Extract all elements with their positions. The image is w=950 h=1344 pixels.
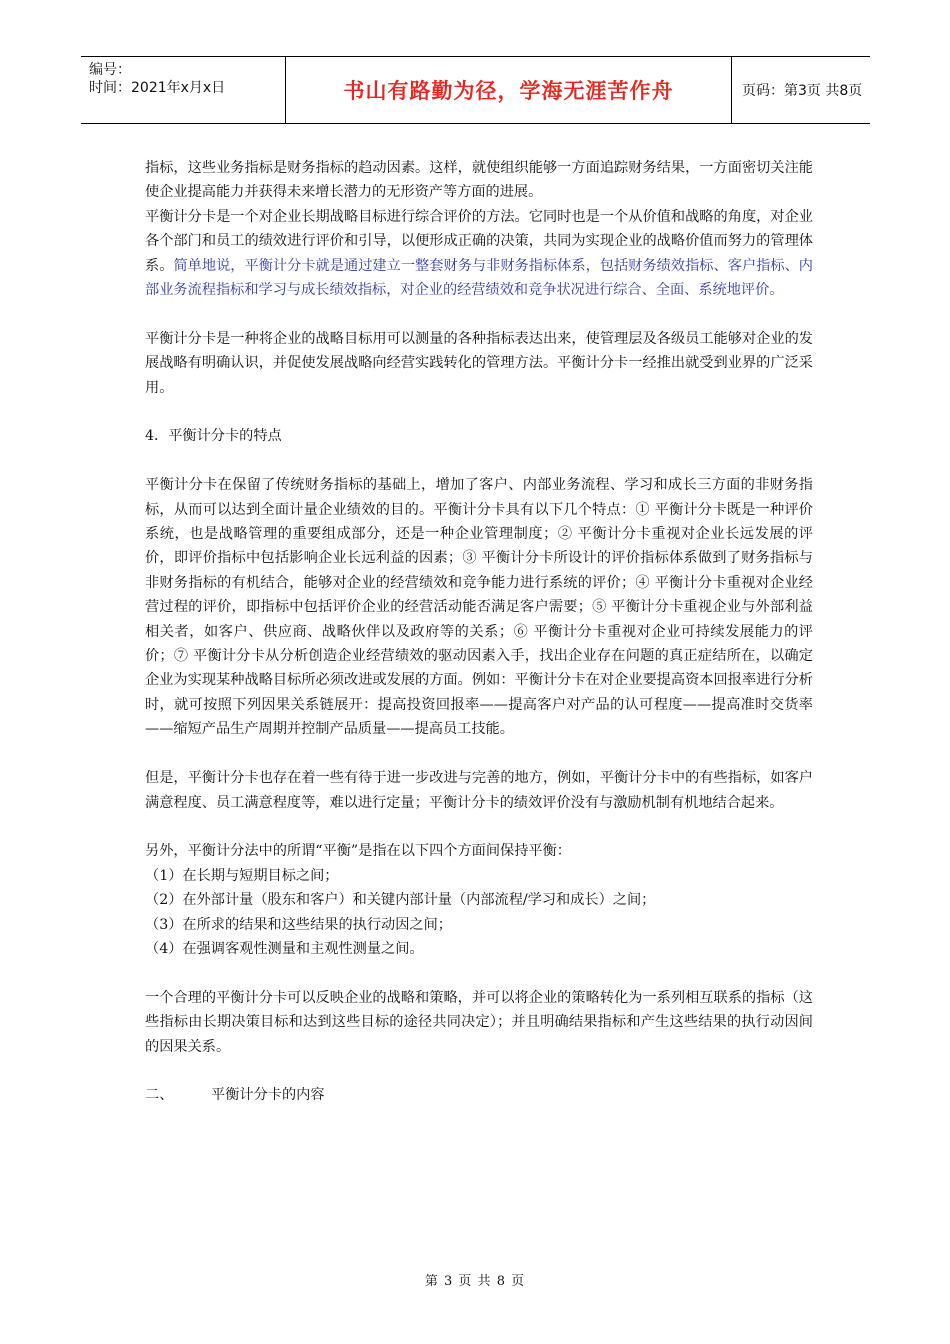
chapter-title: 平衡计分卡的内容 (211, 1087, 325, 1104)
list-item: （4）在强调客观性测量和主观性测量之间。 (145, 940, 424, 957)
list-item: （3）在所求的结果和这些结果的执行动因之间； (145, 916, 452, 933)
list-item: （2）在外部计量（股东和客户）和关键内部计量（内部流程/学习和成长）之间； (145, 892, 656, 909)
header-meta (81, 57, 286, 123)
highlighted-text: 简单地说，平衡计分卡就是通过建立一整套财务与非财务指标体系，包括财务绩效指标、客户指标、内部业务流程指标和学习与成长绩效指标，对企业的经营绩效和竞争状况进行综合、全面、系统地评价。 (145, 257, 813, 299)
paragraph: 指标，这些业务指标是财务指标的趋动因素。这样，就使组织能够一方面追踪财务结果，一方面密切关注能使企业提高能力并获得未来增长潜力的无形资产等方面的进展。 (145, 160, 813, 201)
paragraph: 一个合理的平衡计分卡可以反映企业的战略和策略，并可以将企业的策略转化为一系列相互联系的指标（这些指标由长期决策目标和达到这些目标的途径共同决定）；并且明确结果指标和产生这些结果的执行动因间的因果关系。 (145, 989, 813, 1055)
page-footer: 第 3 页 共 8 页 (424, 1274, 526, 1289)
list-item: （1）在长期与短期目标之间； (145, 867, 339, 884)
chapter-heading (145, 1083, 813, 1107)
paragraph (145, 205, 813, 303)
paragraph-text: 平衡计分卡是一个对企业长期战略目标进行综合评价的方法。它同时也是一个从价值和战略的角度，对企业各个部门和员工的绩效进行评价和引导，以便形成正确的决策，共同为实现企业的战略价值而努力的管理体系。 (145, 208, 813, 274)
paragraph: 另外，平衡计分法中的所谓“平衡”是指在以下四个方面间保持平衡： (145, 843, 571, 860)
document-body (145, 156, 813, 1108)
paragraph: 但是，平衡计分卡也存在着一些有待于进一步改进与完善的地方，例如，平衡计分卡中的有些指标，如客户满意程度、员工满意程度等，难以进行定量；平衡计分卡的绩效评价没有与激励机制有机地结合起来。 (145, 770, 813, 811)
section-heading: 4．平衡计分卡的特点 (145, 428, 282, 445)
paragraph: 平衡计分卡是一种将企业的战略目标用可以测量的各种指标表达出来，使管理层及各级员工能够对企业的发展战略有明确认识，并促使发展战略向经营实践转化的管理方法。平衡计分卡一经推出就受到业界的广泛采用。 (145, 330, 813, 396)
time-label: 时间：2021年x月x日 (89, 80, 226, 96)
header-motto: 书山有路勤为径，学海无涯苦作舟 (286, 57, 732, 123)
number-label: 编号： (89, 62, 131, 78)
chapter-number: 二、 (145, 1087, 174, 1104)
header-page-info: 页码：第3页 共8页 (742, 83, 863, 99)
paragraph: 平衡计分卡在保留了传统财务指标的基础上，增加了客户、内部业务流程、学习和成长三方面的非财务指标，从而可以达到全面计量企业绩效的目的。平衡计分卡具有以下几个特点：① 平衡计分卡既是一种评价系统，也是战略管理的重要组成部分，还是一种企业管理制度；② 平衡计分卡重视对企业长远发展的评价，即评价指标中包括影响企业长远利益的因素；③ 平衡计分卡所设计的评价指标体系做到了财务指标与非财务指标的有机结合，能够对企业的经营绩效和竞争能力进行系统的评价；④ 平衡计分卡重视对企业经营过程的评价，即指标中包括评价企业的经营活动能否满足客户需要；⑤ 平衡计分卡重视企业与外部利益相关者，如客户、供应商、战略伙伴以及政府等的关系；⑥ 平衡计分卡重视对企业可持续发展能力的评价；⑦ 平衡计分卡从分析创造企业经营绩效的驱动因素入手，找出企业存在问题的真正症结所在，以确定企业为实现某种战略目标所必须改进或发展的方面。例如：平衡计分卡在对企业要提高资本回报率进行分析时，就可按照下列因果关系链展开：提高投资回报率——提高客户对产品的认可程度——提高准时交货率——缩短产品生产周期并控制产品质量——提高员工技能。 (145, 477, 813, 738)
page-header (81, 56, 870, 124)
